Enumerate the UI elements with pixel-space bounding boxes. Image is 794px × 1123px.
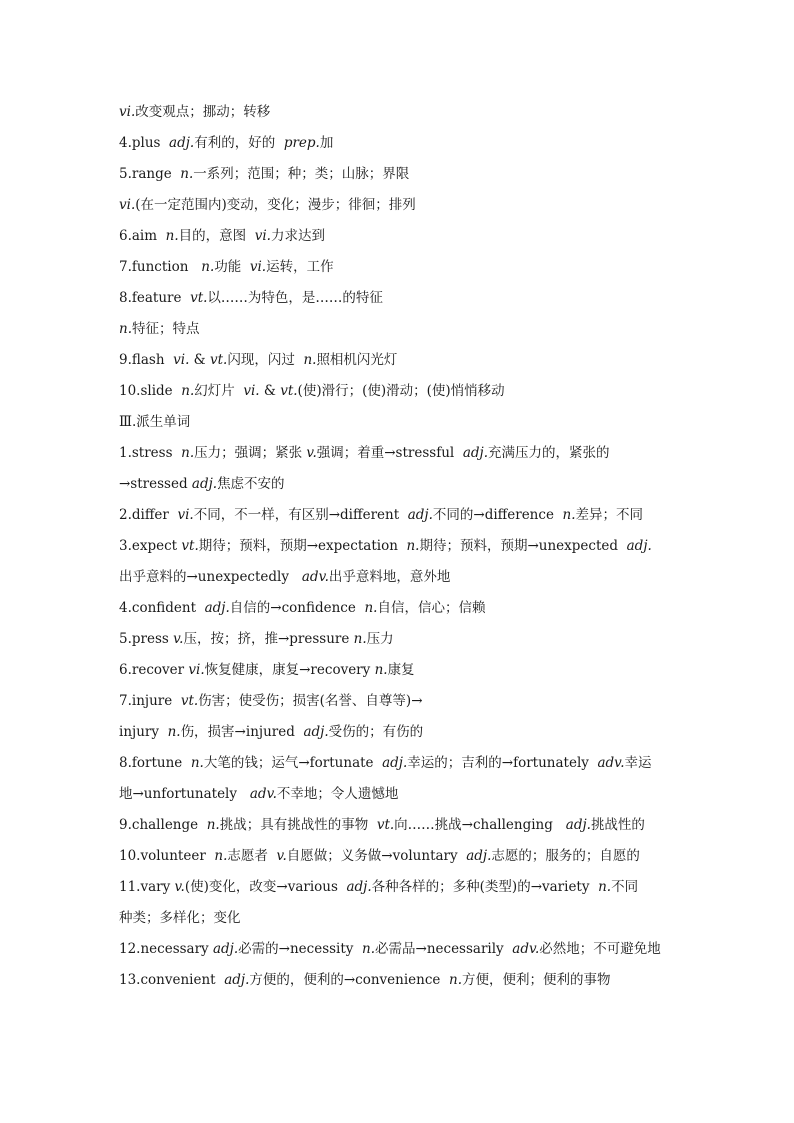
part-of-speech: n. xyxy=(449,972,462,988)
part-of-speech: vt. xyxy=(180,693,199,709)
part-of-speech: adj. xyxy=(224,972,250,988)
part-of-speech: n. xyxy=(206,817,220,833)
text-line xyxy=(119,221,679,252)
text-line xyxy=(119,810,679,841)
part-of-speech: n. xyxy=(181,445,195,461)
part-of-speech: adj. xyxy=(191,476,218,492)
text-line xyxy=(119,934,679,965)
part-of-speech: adj. xyxy=(169,135,195,151)
part-of-speech: vi. xyxy=(177,507,194,523)
line-text: 自信的→confidence xyxy=(229,600,365,616)
text-line xyxy=(119,469,679,500)
part-of-speech: adj. xyxy=(303,724,329,740)
part-of-speech: n. xyxy=(303,352,317,368)
line-text: 必需品→necessarily xyxy=(375,941,513,957)
part-of-speech: adv. xyxy=(249,786,277,802)
line-text: 5.press xyxy=(119,631,174,647)
line-text: 伤害；使受伤；损害(名誉、自尊等)→ xyxy=(198,693,423,709)
part-of-speech: n. xyxy=(190,755,204,771)
line-text: 4.confident xyxy=(119,600,205,616)
text-line xyxy=(119,841,679,872)
line-text: 出乎意料的→unexpectedly xyxy=(119,569,302,585)
line-text: 6.aim xyxy=(119,228,166,244)
line-text: 2.differ xyxy=(119,507,178,523)
line-text: 地→unfortunately xyxy=(119,786,250,802)
document-page xyxy=(119,97,679,996)
part-of-speech: n. xyxy=(119,321,132,337)
part-of-speech: adj. xyxy=(382,755,408,771)
line-text: 11.vary xyxy=(119,879,175,895)
part-of-speech: adj. xyxy=(466,848,492,864)
line-text: 不同 xyxy=(611,879,639,895)
text-line xyxy=(119,500,679,531)
line-text: 幸运的；吉利的→fortunately xyxy=(407,755,598,771)
line-text: 9.challenge xyxy=(119,817,207,833)
text-line xyxy=(119,717,679,748)
text-line xyxy=(119,252,679,283)
line-text: 自愿做；义务做→voluntary xyxy=(286,848,467,864)
part-of-speech: vi. xyxy=(243,383,260,399)
part-of-speech: n. xyxy=(364,600,378,616)
text-line xyxy=(119,190,679,221)
part-of-speech: n. xyxy=(181,383,195,399)
part-of-speech: vi. xyxy=(173,352,190,368)
line-text: 期待；预料，预期→expectation xyxy=(198,538,407,554)
text-line xyxy=(119,345,679,376)
line-text: 力求达到 xyxy=(270,228,325,244)
line-text: 3.expect xyxy=(119,538,182,554)
text-line xyxy=(119,376,679,407)
part-of-speech: adj. xyxy=(204,600,230,616)
part-of-speech: adj. xyxy=(212,941,239,957)
part-of-speech: vt. xyxy=(181,538,199,554)
part-of-speech: adj. xyxy=(346,879,372,895)
text-line xyxy=(119,748,679,779)
text-line xyxy=(119,903,679,934)
line-text: 10.volunteer xyxy=(119,848,215,864)
part-of-speech: adj. xyxy=(626,538,652,554)
line-text: 伤，损害→injured xyxy=(180,724,304,740)
part-of-speech: v. xyxy=(174,879,185,895)
line-text: 志愿者 xyxy=(227,848,277,864)
part-of-speech: v. xyxy=(173,631,184,647)
line-text: 改变观点；挪动；转移 xyxy=(135,104,271,120)
line-text: 志愿的；服务的；自愿的 xyxy=(491,848,640,864)
part-of-speech: n. xyxy=(406,538,420,554)
part-of-speech: n. xyxy=(353,631,367,647)
line-text: 强调；着重→stressful xyxy=(316,445,463,461)
line-text: 一系列；范围；种；类；山脉；界限 xyxy=(193,166,410,182)
line-text: (使)变化，改变→various xyxy=(184,879,347,895)
line-text: 运转，工作 xyxy=(266,259,334,275)
part-of-speech: n. xyxy=(374,662,388,678)
part-of-speech: vi. xyxy=(188,662,205,678)
part-of-speech: adj. xyxy=(407,507,433,523)
line-text: 有利的，好的 xyxy=(194,135,284,151)
line-text: 大笔的钱；运气→fortunate xyxy=(203,755,383,771)
line-text: 不同的→difference xyxy=(432,507,563,523)
line-text: 以……为特色，是……的特征 xyxy=(207,290,383,306)
line-text: & xyxy=(259,383,281,399)
text-line xyxy=(119,407,679,438)
line-text: (使)滑行；(使)滑动；(使)悄悄移动 xyxy=(297,383,505,399)
line-text: 闪现，闪过 xyxy=(227,352,304,368)
line-text: 7.injure xyxy=(119,693,181,709)
line-text: 必然地；不可避免地 xyxy=(539,941,661,957)
part-of-speech: vt. xyxy=(376,817,395,833)
line-text: 不幸地；令人遗憾地 xyxy=(276,786,399,802)
line-text: 幻灯片 xyxy=(194,383,244,399)
text-line xyxy=(119,283,679,314)
line-text: 特征；特点 xyxy=(132,321,200,337)
text-line xyxy=(119,624,679,655)
line-text: 7.function xyxy=(119,259,202,275)
line-text: 目的，意图 xyxy=(178,228,255,244)
line-text: 1.stress xyxy=(119,445,182,461)
part-of-speech: adj. xyxy=(565,817,591,833)
line-text: 压力；强调；紧张 xyxy=(194,445,307,461)
line-text: 恢复健康，康复→recovery xyxy=(204,662,375,678)
part-of-speech: vt. xyxy=(210,352,228,368)
line-text: 焦虑不安的 xyxy=(217,476,285,492)
part-of-speech: vt. xyxy=(190,290,208,306)
line-text: 种类；多样化；变化 xyxy=(119,910,241,926)
line-text: 各种各样的；多种(类型)的→variety xyxy=(371,879,599,895)
line-text: 12.necessary xyxy=(119,941,213,957)
text-line xyxy=(119,438,679,469)
text-line xyxy=(119,97,679,128)
line-text: 4.plus xyxy=(119,135,170,151)
line-text: (在一定范围内)变动，变化；漫步；徘徊；排列 xyxy=(135,197,416,213)
line-text: 加 xyxy=(319,135,334,151)
line-text: 自信，信心；信赖 xyxy=(377,600,486,616)
part-of-speech: vi. xyxy=(254,228,271,244)
part-of-speech: vi. xyxy=(249,259,267,275)
text-line xyxy=(119,159,679,190)
line-text: 必需的→necessity xyxy=(238,941,363,957)
line-text: 13.convenient xyxy=(119,972,225,988)
part-of-speech: adv. xyxy=(512,941,540,957)
line-text: 方便的，便利的→convenience xyxy=(249,972,449,988)
line-text: 差异；不同 xyxy=(575,507,644,523)
text-line xyxy=(119,562,679,593)
line-text: Ⅲ.派生单词 xyxy=(119,414,191,430)
part-of-speech: n. xyxy=(180,166,194,182)
text-line xyxy=(119,872,679,903)
line-text: 8.feature xyxy=(119,290,191,306)
line-text: →stressed xyxy=(119,476,192,492)
text-line xyxy=(119,655,679,686)
text-line xyxy=(119,965,679,996)
part-of-speech: n. xyxy=(214,848,228,864)
line-text: 照相机闪光灯 xyxy=(316,352,398,368)
part-of-speech: n. xyxy=(362,941,376,957)
line-text: 压力 xyxy=(366,631,394,647)
line-text: injury xyxy=(119,724,168,740)
line-text: 方便，便利；便利的事物 xyxy=(462,972,611,988)
part-of-speech: adj. xyxy=(462,445,488,461)
line-text: 功能 xyxy=(214,259,250,275)
part-of-speech: adv. xyxy=(597,755,625,771)
part-of-speech: vi. xyxy=(119,104,136,120)
line-text: 6.recover xyxy=(119,662,189,678)
line-text: 幸运 xyxy=(624,755,652,771)
line-text: 10.slide xyxy=(119,383,182,399)
line-text: & xyxy=(189,352,210,368)
line-text: 不同，不一样，有区别→different xyxy=(193,507,408,523)
line-text: 期待；预料，预期→unexpected xyxy=(419,538,627,554)
line-text: 挑战性的 xyxy=(590,817,645,833)
part-of-speech: vt. xyxy=(280,383,298,399)
text-line xyxy=(119,128,679,159)
part-of-speech: prep. xyxy=(283,135,320,151)
line-text: 挑战；具有挑战性的事物 xyxy=(219,817,377,833)
line-text: 9.flash xyxy=(119,352,174,368)
part-of-speech: n. xyxy=(598,879,612,895)
part-of-speech: v. xyxy=(276,848,287,864)
text-line xyxy=(119,531,679,562)
line-text: 充满压力的，紧张的 xyxy=(487,445,610,461)
text-line xyxy=(119,779,679,810)
part-of-speech: n. xyxy=(562,507,576,523)
line-text: 向……挑战→challenging xyxy=(394,817,566,833)
line-text: 康复 xyxy=(387,662,415,678)
line-text: 5.range xyxy=(119,166,181,182)
part-of-speech: n. xyxy=(201,259,215,275)
part-of-speech: adv. xyxy=(301,569,329,585)
text-line xyxy=(119,686,679,717)
line-text: 压，按；挤，推→pressure xyxy=(183,631,354,647)
part-of-speech: n. xyxy=(165,228,179,244)
part-of-speech: v. xyxy=(306,445,317,461)
text-line xyxy=(119,314,679,345)
part-of-speech: vi. xyxy=(119,197,136,213)
line-text: 受伤的；有伤的 xyxy=(328,724,424,740)
line-text: 出乎意料地，意外地 xyxy=(328,569,451,585)
text-line xyxy=(119,593,679,624)
line-text: 8.fortune xyxy=(119,755,191,771)
part-of-speech: n. xyxy=(167,724,181,740)
